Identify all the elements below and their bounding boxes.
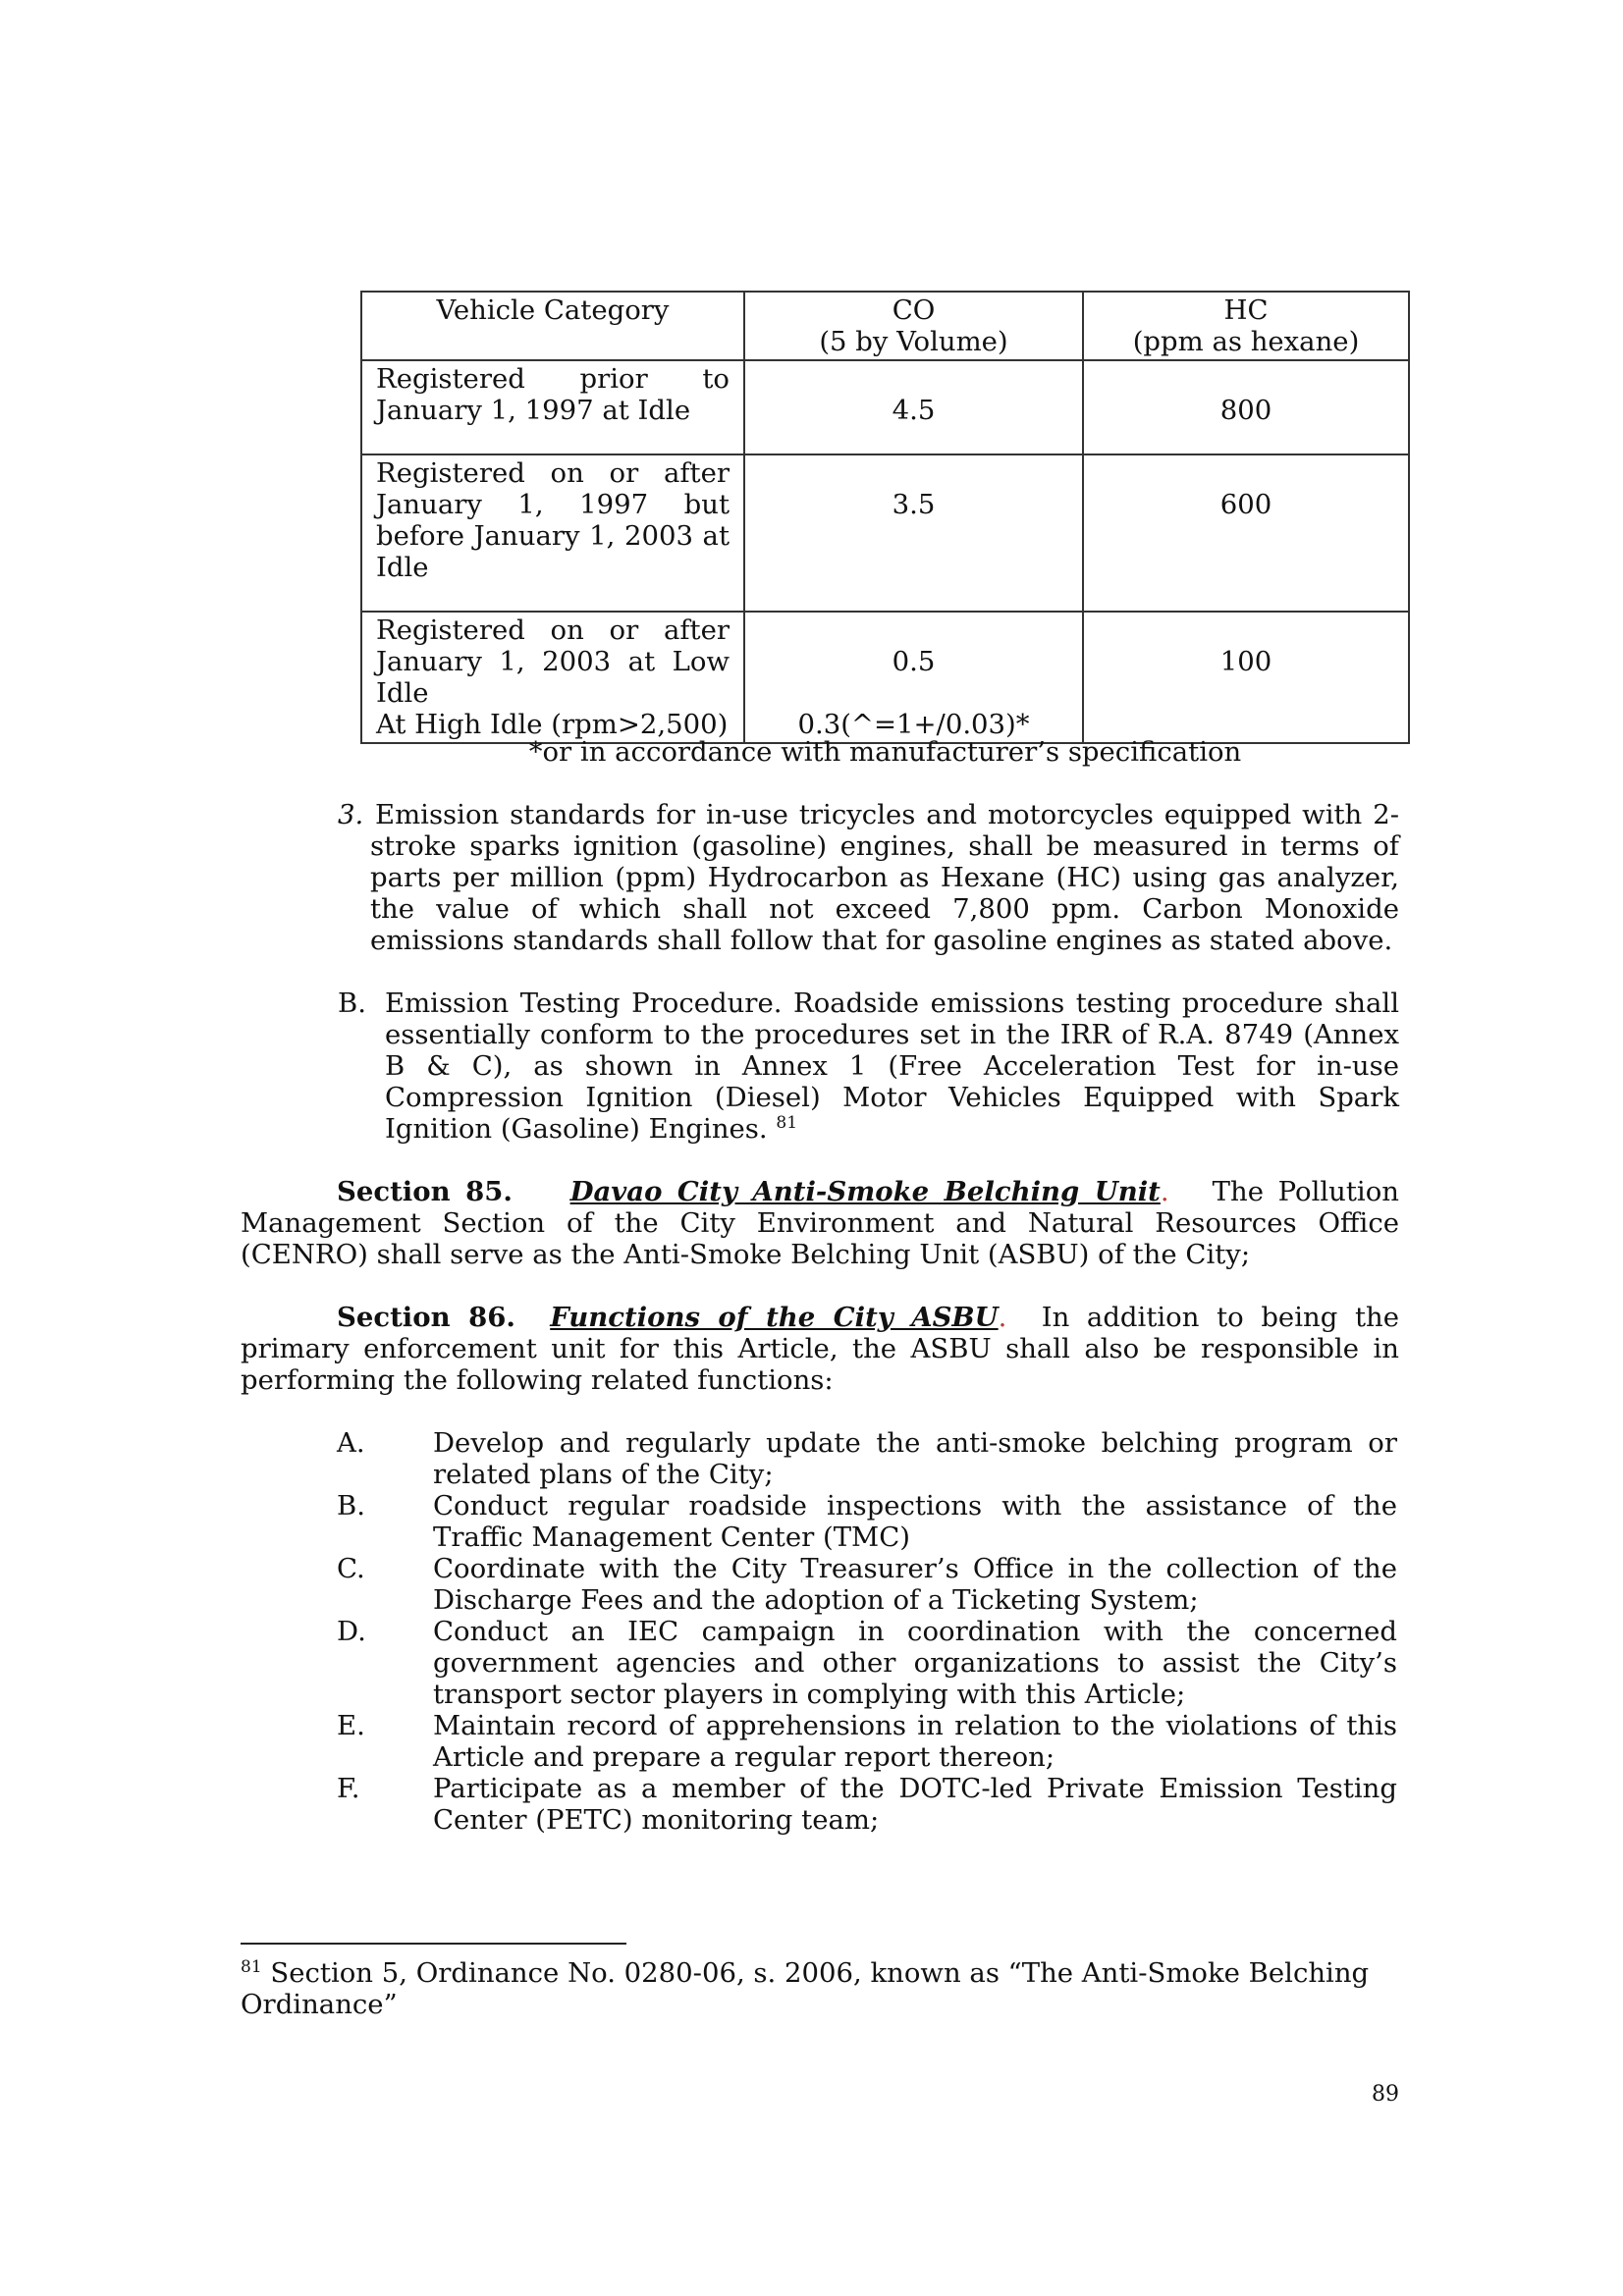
row1-hc — [1083, 360, 1409, 454]
header-co — [744, 292, 1083, 360]
list-item: Conduct regular roadside inspections with the assistance of the Traffic Management Center (TMC) — [433, 1490, 1397, 1553]
row1-category: Registered prior to January 1, 1997 at Idle — [361, 360, 744, 454]
list-item-letter: B. — [337, 1490, 365, 1522]
section-85-period: . — [1160, 1176, 1169, 1207]
list-item-letter: F. — [337, 1773, 360, 1804]
emission-standards-table — [360, 291, 1410, 744]
section-86-label: Section 86. — [337, 1302, 515, 1333]
table-row — [361, 454, 1409, 612]
section-86-text: In addition to being the primary enforcement unit for this Article, the ASBU shall also be responsible in performing the following related functions: — [241, 1302, 1399, 1396]
row3-co-value: 0.5 — [892, 646, 936, 677]
row2-co — [744, 454, 1083, 612]
list-item-letter: C. — [337, 1553, 365, 1584]
item-b-label: B. — [338, 988, 366, 1019]
footnote-ref-81[interactable]: 81 — [776, 1112, 798, 1133]
row2-category: Registered on or after January 1, 1997 but before January 1, 2003 at Idle — [361, 454, 744, 612]
section-85 — [241, 1176, 1399, 1270]
item-b-text: Emission Testing Procedure. Roadside emissions testing procedure shall essentially conform to the procedures set in the IRR of R.A. 8749 (Annex B & C), as shown in Annex 1 (Free Acceleration Test for in-use Compression Ignition (Diesel) Motor Vehicles Equipped with Spark Ignition (Gasoline) Engines. — [385, 988, 1399, 1145]
row3-category-text: Registered on or after January 1, 2003 at Low Idle — [376, 614, 730, 709]
row3-co-extra: 0.3(^=1+/0.03)* — [797, 709, 1030, 740]
row1-co-value: 4.5 — [892, 395, 936, 426]
list-item: Maintain record of apprehensions in relation to the violations of this Article and prepare a regular report thereon; — [433, 1710, 1397, 1773]
item-3-text: Emission standards for in-use tricycles and motorcycles equipped with 2-stroke sparks ignition (gasoline) engines, shall be measured in terms of parts per million (ppm) Hydrocarbon as Hexane (HC) using gas analyzer, the value of which shall not exceed 7,800 ppm. Carbon Monoxide emissions standards shall follow that for gasoline engines as stated above. — [370, 799, 1399, 956]
list-item-letter: D. — [337, 1616, 366, 1647]
footnote-text: Section 5, Ordinance No. 0280-06, s. 2006, known as “The Anti-Smoke Belching Ordinance” — [241, 1957, 1370, 2020]
row2-hc-value: 600 — [1219, 489, 1272, 520]
header-hc-line1: HC — [1223, 294, 1269, 326]
row1-hc-value: 800 — [1219, 395, 1272, 426]
page-number: 89 — [1372, 2082, 1399, 2107]
footnote-81 — [241, 1957, 1399, 2020]
list-item: Conduct an IEC campaign in coordination with the concerned government agencies and other organizations to assist the City’s transport sector players in complying with this Article; — [433, 1616, 1397, 1710]
table-note: *or in accordance with manufacturer’s specification — [528, 736, 1242, 768]
header-co-line2: (5 by Volume) — [819, 326, 1008, 357]
row2-hc — [1083, 454, 1409, 612]
section-85-title: Davao City Anti-Smoke Belching Unit — [569, 1176, 1161, 1207]
section-85-label: Section 85. — [337, 1176, 513, 1207]
row3-hc — [1083, 612, 1409, 743]
list-item: Develop and regularly update the anti-smoke belching program or related plans of the City; — [433, 1427, 1397, 1490]
list-item-letter: A. — [337, 1427, 365, 1459]
row1-co — [744, 360, 1083, 454]
row3-co — [744, 612, 1083, 743]
header-hc-line2: (ppm as hexane) — [1132, 326, 1360, 357]
section-86-period: . — [998, 1302, 1007, 1333]
table-row — [361, 612, 1409, 743]
table-header-row — [361, 292, 1409, 360]
table-row — [361, 360, 1409, 454]
row3-hc-value: 100 — [1219, 646, 1272, 677]
footnote-number: 81 — [241, 1956, 262, 1977]
row3-category — [361, 612, 744, 743]
list-item: Coordinate with the City Treasurer’s Office in the collection of the Discharge Fees and the adoption of a Ticketing System; — [433, 1553, 1397, 1616]
list-item-letter: E. — [337, 1710, 365, 1741]
list-item: Participate as a member of the DOTC-led Private Emission Testing Center (PETC) monitoring team; — [433, 1773, 1397, 1836]
header-vehicle-category: Vehicle Category — [361, 292, 744, 360]
footnote-divider — [241, 1943, 626, 1945]
row3-category-extra: At High Idle (rpm>2,500) — [376, 709, 729, 740]
item-3-label: 3. — [338, 799, 364, 830]
header-hc — [1083, 292, 1409, 360]
header-co-line1: CO — [892, 294, 936, 326]
row2-co-value: 3.5 — [892, 489, 936, 520]
item-b — [385, 988, 1399, 1145]
section-86 — [241, 1302, 1399, 1396]
section-86-title: Functions of the City ASBU — [550, 1302, 999, 1333]
section-85-text: The Pollution Management Section of the City Environment and Natural Resources Office (CENRO) shall serve as the Anti-Smoke Belching Unit (ASBU) of the City; — [241, 1176, 1399, 1270]
